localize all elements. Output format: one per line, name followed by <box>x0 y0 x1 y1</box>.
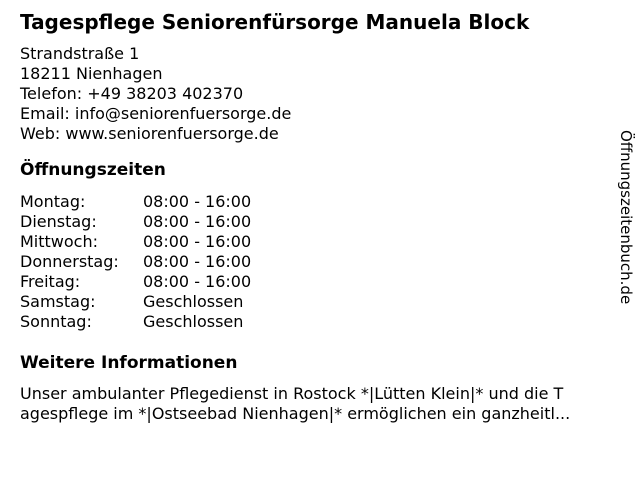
day-label: Freitag: <box>20 272 81 291</box>
time-value: Geschlossen <box>143 292 244 311</box>
site-watermark-vertical: Öffnungszeitenbuch.de <box>617 130 635 305</box>
day-label: Dienstag: <box>20 212 97 231</box>
hours-row-tuesday <box>20 212 596 232</box>
day-label: Donnerstag: <box>20 252 119 271</box>
info-text-line-2: agespflege im *|Ostseebad Nienhagen|* ermöglichen ein ganzheitl... <box>20 404 571 423</box>
time-value: Geschlossen <box>143 312 244 331</box>
day-label: Montag: <box>20 192 86 211</box>
address-city: 18211 Nienhagen <box>20 64 163 83</box>
opening-hours-heading: Öffnungszeiten <box>20 160 166 180</box>
phone-line: Telefon: +49 38203 402370 <box>20 84 244 103</box>
hours-row-wednesday <box>20 232 596 252</box>
day-label: Mittwoch: <box>20 232 98 251</box>
day-label: Samstag: <box>20 292 96 311</box>
listing-content <box>20 0 596 424</box>
info-text-line-1: Unser ambulanter Pflegedienst in Rostock *|Lütten Klein|* und die T <box>20 384 564 403</box>
day-label: Sonntag: <box>20 312 92 331</box>
time-value: 08:00 - 16:00 <box>143 192 252 211</box>
time-value: 08:00 - 16:00 <box>143 212 252 231</box>
web-line: Web: www.seniorenfuersorge.de <box>20 124 279 143</box>
hours-row-saturday <box>20 292 596 312</box>
email-line: Email: info@seniorenfuersorge.de <box>20 104 292 123</box>
contact-block <box>20 44 596 144</box>
page-title: Tagespflege Seniorenfürsorge Manuela Block <box>20 10 530 34</box>
more-information-text <box>20 384 596 424</box>
hours-row-friday <box>20 272 596 292</box>
address-street: Strandstraße 1 <box>20 44 140 63</box>
hours-row-sunday <box>20 312 596 332</box>
time-value: 08:00 - 16:00 <box>143 232 252 251</box>
time-value: 08:00 - 16:00 <box>143 272 252 291</box>
time-value: 08:00 - 16:00 <box>143 252 252 271</box>
more-information-heading: Weitere Informationen <box>20 353 238 373</box>
opening-hours-table <box>20 192 596 332</box>
hours-row-thursday <box>20 252 596 272</box>
hours-row-monday <box>20 192 596 212</box>
